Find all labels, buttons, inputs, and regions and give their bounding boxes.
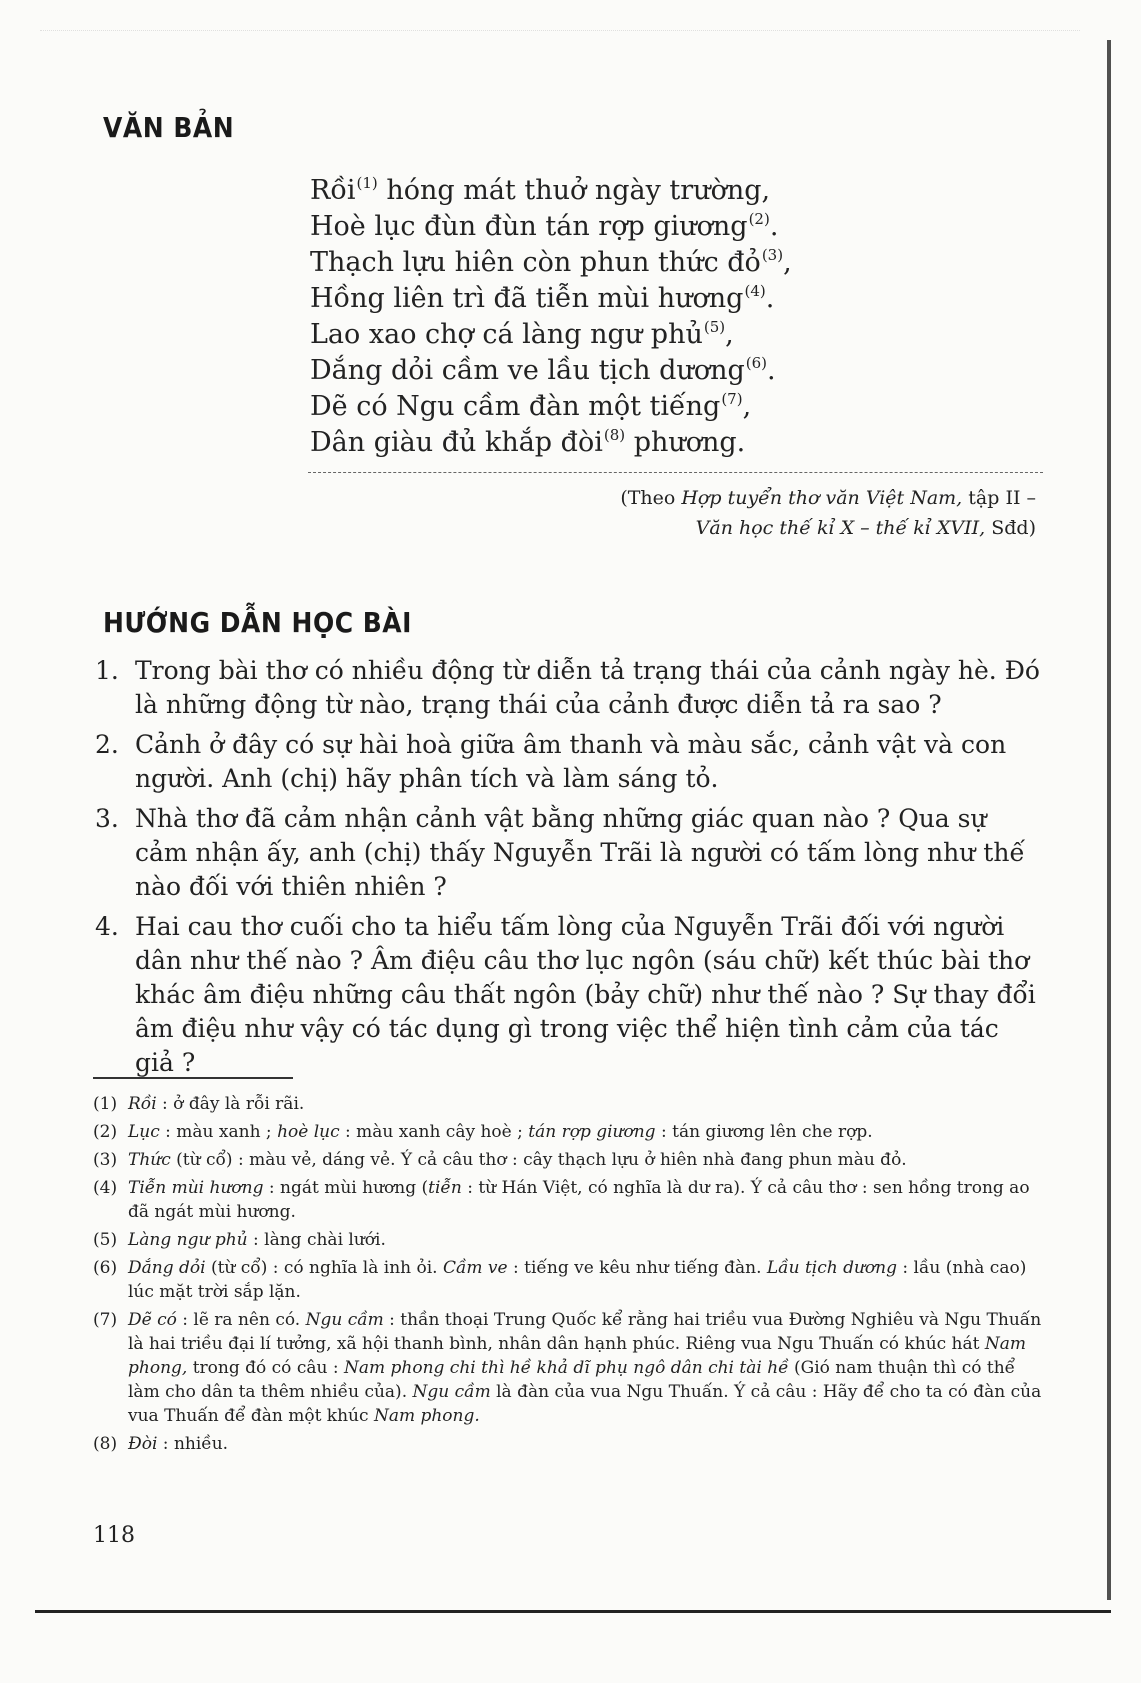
footnote-body — [128, 1176, 1043, 1224]
footnote-term: Dẽ có — [128, 1310, 177, 1330]
question-item — [95, 910, 1045, 1080]
section-heading-huong-dan: HƯỚNG DẪN HỌC BÀI — [103, 606, 412, 639]
poem-line-tail: , — [742, 391, 752, 422]
source-divider — [308, 472, 1043, 473]
footnote-term: Nam phong. — [373, 1406, 480, 1426]
footnote-item — [93, 1148, 1043, 1172]
footnote-text: là đàn của vua Ngu Thuấn. Ý cả câu : Hãy để cho ta có đàn của vua Thuấn để đàn một khúc — [128, 1382, 1042, 1426]
footnote-term: Lầu tịch dương — [766, 1258, 897, 1278]
footnote-body — [128, 1092, 1043, 1116]
footnote-term: Lục — [128, 1122, 160, 1142]
poem-line-text: Dân giàu đủ khắp đòi — [310, 427, 603, 458]
footnote-text: (từ cổ) : màu vẻ, dáng vẻ. Ý cả câu thơ : cây thạch lựu ở hiên nhà đang phun màu đỏ. — [170, 1150, 907, 1170]
footnote-body — [128, 1228, 1043, 1252]
footnote-number: (1) — [93, 1094, 118, 1114]
footnote-text: trong đó có câu : — [187, 1358, 344, 1378]
question-number: 4. — [95, 912, 119, 941]
poem-line — [310, 209, 1040, 245]
footnote-term: tán rợp giương — [528, 1122, 656, 1142]
footnote-term: Nam phong chi thì hề khả dĩ phụ ngô dân chi tài hề — [343, 1358, 789, 1378]
poem-line-text: Hoè lục đùn đùn tán rợp giương — [310, 211, 748, 242]
footnote-term: Tiễn mùi hương — [128, 1178, 264, 1198]
footnote-marker: (1) — [356, 174, 378, 192]
footnote-text: (Gió nam thuận thì có thể làm cho dân ta thêm nhiều của). — [128, 1358, 1016, 1402]
question-number: 2. — [95, 730, 119, 759]
footnote-text: : ngát mùi hương ( — [263, 1178, 429, 1198]
question-item — [95, 728, 1045, 796]
poem-source — [620, 483, 1036, 543]
poem-line — [310, 317, 1040, 353]
footnote-text: : nhiều. — [157, 1434, 229, 1454]
poem-line-tail: . — [767, 355, 776, 386]
footnote-term: Nam phong, — [128, 1334, 1027, 1378]
source-open: (Theo — [620, 487, 682, 509]
footnote-text: : lẽ ra nên có. — [176, 1310, 306, 1330]
footnote-item — [93, 1432, 1043, 1456]
footnote-marker: (4) — [744, 282, 766, 300]
section-heading-van-ban: VĂN BẢN — [103, 111, 235, 144]
bottom-rule — [35, 1610, 1111, 1613]
page-number: 118 — [93, 1523, 135, 1548]
footnote-marker: (6) — [745, 354, 768, 372]
footnote-text: : tán giương lên che rợp. — [655, 1122, 873, 1142]
footnote-body — [128, 1120, 1043, 1144]
footnote-text: : thần thoại Trung Quốc kể rằng hai triều vua Đường Nghiêu và Ngu Thuấn là hai triều đại lí tưởng, xã hội thanh bình, nhân dân hạnh phúc. Riêng vua Ngu Thuấn có khúc hát — [128, 1310, 1042, 1354]
poem-line — [310, 173, 1040, 209]
footnote-term: hoè lục — [277, 1122, 340, 1142]
poem-line-tail: phương. — [625, 427, 746, 458]
poem-block — [310, 173, 1040, 461]
source-close: Sđd) — [985, 517, 1036, 539]
footnote-text: : làng chài lưới. — [247, 1230, 386, 1250]
source-title-1: Hợp tuyển thơ văn Việt Nam, — [681, 487, 963, 509]
question-text: Hai cau thơ cuối cho ta hiểu tấm lòng của Nguyễn Trãi đối với người dân như thế nào ? Âm điệu câu thơ lục ngôn (sáu chữ) kết thúc bài thơ khác âm điệu những câu thất ngôn (bảy chữ) như thế nào ? Sự thay đổi âm điệu như vậy có tác dụng gì trong việc thể hiện tình cảm của tác giả ? — [135, 912, 1036, 1077]
poem-line-tail: , — [783, 247, 792, 278]
footnote-divider — [93, 1077, 293, 1079]
footnote-number: (6) — [93, 1258, 118, 1278]
footnote-number: (3) — [93, 1150, 118, 1170]
footnote-term: Dắng dỏi — [128, 1258, 206, 1278]
footnote-number: (7) — [93, 1310, 118, 1330]
footnote-term: tiễn — [428, 1178, 462, 1198]
footnote-term: Ngu cầm — [305, 1310, 384, 1330]
poem-line-tail: . — [769, 211, 779, 242]
footnote-marker: (5) — [703, 318, 726, 336]
question-item — [95, 802, 1045, 904]
poem-line-text: Hồng liên trì đã tiễn mùi hương — [310, 283, 744, 314]
footnote-body — [128, 1256, 1043, 1304]
poem-line — [310, 353, 1040, 389]
question-text: Cảnh ở đây có sự hài hoà giữa âm thanh và màu sắc, cảnh vật và con người. Anh (chị) hãy phân tích và làm sáng tỏ. — [135, 730, 1007, 793]
footnote-number: (4) — [93, 1178, 118, 1198]
footnote-item — [93, 1308, 1043, 1428]
source-mid: tập II – — [962, 487, 1036, 509]
poem-line-text: Lao xao chợ cá làng ngư phủ — [310, 319, 703, 350]
poem-line-tail: , — [725, 319, 734, 350]
footnote-marker: (8) — [603, 426, 626, 444]
footnote-text: : lầu (nhà cao) lúc mặt trời sắp lặn. — [128, 1258, 1027, 1302]
footnote-item — [93, 1176, 1043, 1224]
scan-noise — [40, 30, 1080, 49]
footnote-text: (từ cổ) : có nghĩa là inh ỏi. — [205, 1258, 443, 1278]
question-text: Nhà thơ đã cảm nhận cảnh vật bằng những giác quan nào ? Qua sự cảm nhận ấy, anh (chị) thấy Nguyễn Trãi là người có tấm lòng như thế nào đối với thiên nhiên ? — [135, 804, 1025, 901]
footnote-number: (5) — [93, 1230, 118, 1250]
footnote-term: Cầm ve — [442, 1258, 508, 1278]
page-edge-shadow — [1107, 40, 1111, 1600]
footnote-text: : từ Hán Việt, có nghĩa là dư ra). Ý cả câu thơ : sen hồng trong ao đã ngát mùi hương. — [128, 1178, 1030, 1222]
footnote-text: : tiếng ve kêu như tiếng đàn. — [507, 1258, 767, 1278]
footnote-item — [93, 1092, 1043, 1116]
footnote-text: : ở đây là rỗi rãi. — [156, 1094, 305, 1114]
poem-line — [310, 425, 1040, 461]
footnote-text: : màu xanh cây hoè ; — [339, 1122, 529, 1142]
footnote-marker: (7) — [721, 390, 743, 408]
poem-line-text: Dắng dỏi cầm ve lầu tịch dương — [310, 355, 745, 386]
footnote-list — [93, 1092, 1043, 1460]
footnote-body — [128, 1308, 1043, 1428]
footnote-item — [93, 1256, 1043, 1304]
question-number: 1. — [95, 656, 119, 685]
question-number: 3. — [95, 804, 119, 833]
footnote-term: Thức — [128, 1150, 171, 1170]
poem-line — [310, 389, 1040, 425]
poem-line-tail: . — [765, 283, 775, 314]
poem-line-text: Dẽ có Ngu cầm đàn một tiếng — [310, 391, 721, 422]
footnote-term: Đòi — [128, 1434, 158, 1454]
question-item — [95, 654, 1045, 722]
footnote-marker: (2) — [748, 210, 770, 228]
footnote-item — [93, 1228, 1043, 1252]
footnote-term: Rồi — [128, 1094, 157, 1114]
footnote-term: Ngu cầm — [412, 1382, 491, 1402]
footnote-body — [128, 1148, 1043, 1172]
poem-line-text: Rồi — [310, 175, 356, 206]
footnote-marker: (3) — [761, 246, 784, 264]
poem-line — [310, 281, 1040, 317]
footnote-number: (8) — [93, 1434, 118, 1454]
question-text: Trong bài thơ có nhiều động từ diễn tả trạng thái của cảnh ngày hè. Đó là những động từ nào, trạng thái của cảnh được diễn tả ra sao ? — [135, 656, 1040, 719]
footnote-term: Làng ngư phủ — [128, 1230, 248, 1250]
footnote-body — [128, 1432, 1043, 1456]
question-list — [95, 654, 1045, 1086]
poem-line-text: Thạch lựu hiên còn phun thức đỏ — [310, 247, 761, 278]
footnote-item — [93, 1120, 1043, 1144]
source-title-2: Văn học thế kỉ X – thế kỉ XVII, — [695, 517, 986, 539]
poem-line — [310, 245, 1040, 281]
poem-line-tail: hóng mát thuở ngày trường, — [377, 175, 771, 206]
footnote-number: (2) — [93, 1122, 118, 1142]
footnote-text: : màu xanh ; — [159, 1122, 278, 1142]
